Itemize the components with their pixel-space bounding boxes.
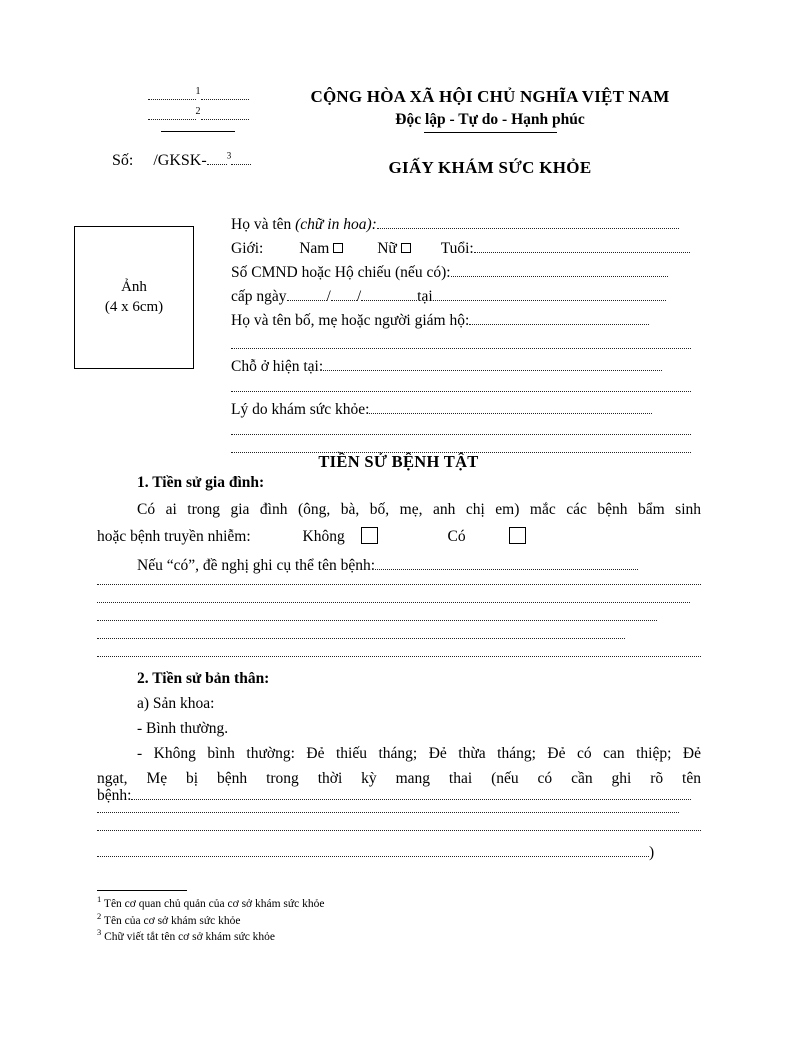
family-history-section [97, 470, 701, 522]
issue-month-input[interactable] [331, 289, 357, 301]
footnote-item [97, 929, 701, 946]
issuing-organization-block [118, 86, 278, 132]
full-name-hint: (chữ in hoa): [295, 216, 377, 233]
address-row-inner [231, 355, 691, 379]
personal-history-title: 2. Tiền sử bản thân: [137, 670, 270, 687]
document-number-line [112, 152, 251, 170]
family-no-checkbox[interactable] [361, 527, 378, 544]
family-history-write-line-5[interactable] [97, 656, 701, 657]
id-number-row [231, 261, 691, 285]
issue-slash-1: / [326, 288, 331, 305]
personal-history-section [97, 666, 701, 791]
document-number-value: /GKSK- [153, 152, 207, 169]
gender-label: Giới: [231, 240, 264, 257]
facility-organization-line [118, 106, 278, 126]
footnote-item-marker: 2 [97, 910, 102, 921]
age-label: Tuổi: [440, 240, 474, 257]
family-history-write-line-4[interactable] [97, 638, 625, 639]
reason-overflow-line-1[interactable] [231, 434, 691, 435]
national-motto: Độc lập - Tự do - Hạnh phúc [395, 111, 585, 128]
issue-place-label: tại [417, 288, 433, 305]
family-history-question-line-2: hoặc bệnh truyền nhiễm: [97, 528, 251, 545]
issue-place-input[interactable] [433, 289, 666, 301]
guardian-label: Họ và tên bố, mẹ hoặc người giám hộ: [231, 312, 470, 329]
gender-female-label: Nữ [377, 240, 397, 257]
family-no-label: Không [302, 528, 345, 545]
issue-date-row [231, 285, 691, 309]
facility-org-dots-left [148, 108, 196, 120]
footnote-marker-1: 1 [195, 86, 201, 97]
personal-history-write-line-1[interactable] [97, 812, 679, 813]
age-input[interactable] [474, 241, 690, 253]
footnote-item-text: Tên cơ quan chủ quản của cơ sở khám sức khỏe [103, 898, 325, 910]
facility-org-dots-right [201, 108, 249, 120]
personal-history-closing-row [97, 840, 701, 865]
footnote-item-marker: 1 [97, 894, 102, 905]
national-heading-block [280, 86, 700, 133]
photo-label: Ảnh [121, 278, 147, 295]
full-name-row [231, 212, 691, 237]
footnote-separator [97, 890, 187, 891]
full-name-input[interactable] [377, 217, 679, 229]
family-history-specify-row [97, 553, 701, 578]
identity-fields [231, 212, 691, 333]
gender-age-row [231, 237, 691, 261]
parent-org-dots-right [201, 88, 249, 100]
footnote-marker-2: 2 [195, 106, 201, 117]
national-title: CỘNG HÒA XÃ HỘI CHỦ NGHĨA VIỆT NAM [310, 87, 670, 106]
id-number-input[interactable] [451, 265, 668, 277]
national-motto-underline [424, 132, 557, 133]
personal-history-item-a: a) Sản khoa: [137, 695, 215, 712]
personal-history-write-line-2[interactable] [97, 830, 701, 831]
family-yes-label: Có [447, 528, 466, 545]
footnote-marker-3: 3 [226, 150, 232, 161]
id-number-label: Số CMND hoặc Hộ chiếu (nếu có): [231, 264, 451, 281]
address-label: Chỗ ở hiện tại: [231, 358, 324, 375]
page-title: GIẤY KHÁM SỨC KHỎE [388, 158, 592, 177]
parent-org-dots-left [148, 88, 196, 100]
footnote-item [97, 896, 701, 913]
family-specify-label: Nếu “có”, đề nghị ghi cụ thể tên bệnh: [137, 557, 376, 574]
gender-male-checkbox[interactable] [333, 243, 343, 253]
photo-placeholder-box [74, 226, 194, 369]
document-header [0, 86, 797, 196]
issue-year-input[interactable] [361, 289, 417, 301]
address-row [231, 355, 691, 379]
personal-disease-label: bệnh: [97, 787, 132, 804]
guardian-input[interactable] [469, 313, 649, 325]
footnote-item [97, 910, 701, 930]
photo-size-label: (4 x 6cm) [104, 298, 164, 315]
organization-underline [161, 131, 235, 132]
family-history-options-row [97, 524, 701, 549]
full-name-label: Họ và tên [231, 216, 292, 233]
footnote-list [97, 896, 701, 946]
document-number-dots-right [231, 152, 251, 165]
gender-male-label: Nam [299, 240, 330, 257]
footnote-item-text: Tên của cơ sở khám sức khỏe [103, 914, 241, 927]
family-history-options [97, 524, 701, 549]
family-history-write-line-2[interactable] [97, 602, 690, 603]
parent-organization-line [118, 86, 278, 106]
personal-disease-input[interactable] [131, 788, 691, 800]
personal-history-write-line-3[interactable] [97, 845, 649, 857]
address-input[interactable] [323, 359, 662, 371]
personal-history-abnormal-line-1: - Không bình thường: Đẻ thiếu tháng; Đẻ thừa tháng; Đẻ có can thiệp; Đẻ [137, 745, 701, 762]
reason-row [231, 398, 691, 422]
document-number-label: Số: [112, 152, 134, 169]
personal-history-closing-paren: ) [649, 844, 655, 861]
footnote-item-text: Chữ viết tắt tên cơ sở khám sức khỏe [104, 931, 276, 943]
guardian-overflow-line[interactable] [231, 348, 691, 349]
issue-date-label: cấp ngày [231, 288, 287, 305]
personal-history-normal: - Bình thường. [137, 720, 229, 737]
reason-input[interactable] [369, 402, 652, 414]
family-history-title: 1. Tiền sử gia đình: [137, 474, 265, 491]
reason-label: Lý do khám sức khỏe: [231, 401, 370, 418]
gender-female-checkbox[interactable] [401, 243, 411, 253]
footnote-item-marker: 3 [97, 927, 102, 938]
medical-history-heading: TIỀN SỬ BỆNH TẬT [318, 452, 479, 471]
personal-history-abnormal-line-2: ngạt, Mẹ bị bệnh trong thời kỳ mang thai (nếu có cần ghi rõ tên [97, 770, 701, 787]
reason-row-inner [231, 398, 691, 422]
document-number-dots-left [207, 152, 227, 165]
family-yes-checkbox[interactable] [509, 527, 526, 544]
family-history-question-line-1: Có ai trong gia đình (ông, bà, bố, mẹ, anh chị em) mắc các bệnh bẩm sinh [137, 501, 701, 518]
family-specify-input[interactable] [375, 558, 638, 570]
issue-slash-2: / [356, 288, 362, 305]
family-history-write-line-1[interactable] [97, 584, 701, 585]
address-overflow-line[interactable] [231, 391, 691, 392]
personal-history-disease-row [97, 783, 701, 808]
issue-day-input[interactable] [287, 289, 327, 301]
guardian-row [231, 309, 691, 333]
family-history-write-line-3[interactable] [97, 620, 657, 621]
